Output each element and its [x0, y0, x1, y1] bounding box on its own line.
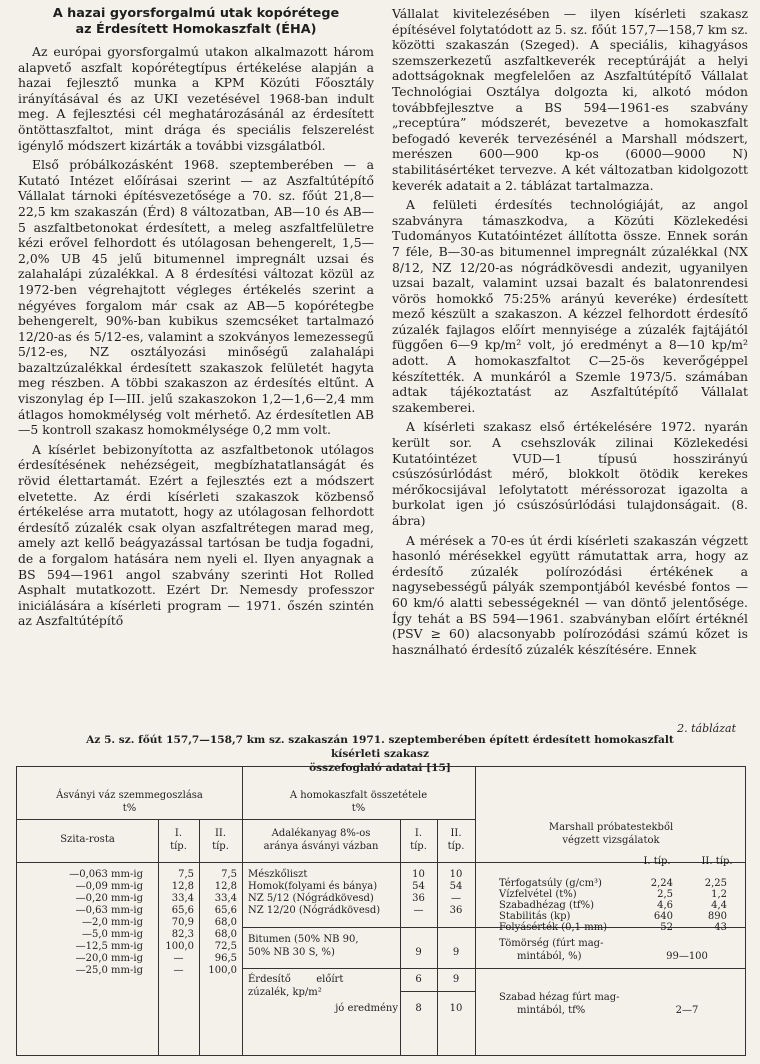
- table-row: NZ 12/20 (Nógrádkövesd) — 36: [248, 905, 463, 916]
- right-column: [392, 6, 748, 661]
- paragraph: A felületi érdesítés technológiáját, az angol szabványra támaszkodva, a Közúti Közlekedési Tudományos Kutatóintézet állította össze. Ennek során 7 féle, B—30-as bitumennel impregnált zúzalékkal (NX 8/12, NZ 12/20-as nógrádkövesdi andezit, ugyanilyen uzsai bazalt, valamint uzsai bazalt és balatonrendesi vörös homokkő 75:25% arányú keveréke) érdesített mező készült a szakaszon. A kézzel felhordott érdesítő zúzalék fajlagos előírt mennyisége a zúzalék fajtájától függően 6—9 kp/m² volt, jó eredményt a 8—10 kp/m² adott. A homokaszfaltot C—25-ös keverőgéppel készítették. A munkáról a Szemle 1973/5. számában adtak tájékoztatást az Aszfaltútépítő Vállalat szakemberei.: [392, 197, 748, 415]
- chip-good-type2: 10: [449, 1003, 463, 1014]
- paragraph: A kísérleti szakasz első értékelésére 1972. nyarán került sor. A csehszlovák zilinai Közlekedési Kutatóintézet VUD—1 típusú hosszirányú csúszósúrlódást mérő, blokkolt ötödik kerekes mérőkocsijával lefolytatott méréssorozat igazolta a burkolat igen jó csúszósúrlódási tulajdonságait. (8. ábra): [392, 419, 748, 528]
- table-caption-line2: összefoglaló adatai [15]: [309, 762, 451, 774]
- chip-label: Érdesítő előírt zúzalék, kp/m² jó eredmény: [248, 974, 398, 1014]
- marshall-rows: [475, 877, 747, 932]
- table-row: Mészkőliszt 10 10: [248, 869, 463, 880]
- table-divider: [400, 991, 475, 992]
- paragraph: Vállalat kivitelezésében — ilyen kísérleti szakasz építésével folytatódott az 5. sz. főút 157,7—158,7 km sz. közötti szakaszán (Szeged). A speciális, kihagyásos szemszerkezetű aszfaltkeverék receptúráját a helyi adottságoknak megfelelően az Aszfaltútépítő Vállalat Technológiai Osztálya dolgozta ki, alkotó módon továbbfejlesztve a BS 594—1961-es szabvány „receptúra” módszerét, bevezetve a homokaszfalt befogadó keverék tervezésénél a Marshall módszert, merészen 600—900 kp-os (6000—9000 N) stabilitásértéket tervezve. A két változatban kidolgozott keverék adatait a 2. táblázat tartalmazza.: [392, 6, 748, 193]
- article-title-line1: A hazai gyorsforgalmú utak kopórétege: [52, 6, 340, 21]
- table-row: —0,63 mm-ig 65,6 65,6: [75, 905, 237, 916]
- article-title: [18, 6, 374, 38]
- compaction-value: 99—100: [666, 951, 708, 962]
- bitumen-label: Bitumen (50% NB 90, 50% NB 30 S, %): [248, 934, 359, 958]
- table-row: —25,0 mm-ig — 100,0: [75, 965, 237, 976]
- table-row: Homok(folyami és bánya) 54 54: [248, 881, 463, 892]
- paragraph: Az európai gyorsforgalmú utakon alkalmazott három alapvető aszfalt kopórétegtípus értékelése alapján a hazai fejlesztő munka a KPM Közúti Főosztály irányításával és az UKI vezetésével 1968-ban indult meg. A fejlesztési cél meghatározásánál az érdesített öntöttaszfaltot, mint drága és speciális felszerelést igénylő módszert kizárták a további vizsgálatból.: [18, 44, 374, 153]
- paragraph: A kísérlet bebizonyította az aszfaltbetonok utólagos érdesítésének nehézségeit, megbízhatatlanságát és rövid élettartamát. Ezért a fejlesztés ezt a módszert elvetette. Az érdi kísérleti szakaszok közbenső értékelése arra mutatott, hogy az utólagosan felhordott érdesítő zúzalék csak olyan aszfaltrétegen marad meg, amely azt kellő beágyazással tartósan be tudja fogadni, de a forgalom hatására nem nyeli el. Ilyen anyagnak a BS 594—1961 angol szabvány szerinti Hot Rolled Asphalt mutatkozott. Ezért Dr. Nemesdy professzor iniciálására a kísérleti program — 1971. őszén szintén az Aszfaltútépítő: [18, 441, 374, 629]
- column-header-type2: II. típ.: [701, 856, 733, 867]
- column-header-aggregate: Adalékanyag 8%-os aránya ásványi vázban: [263, 828, 379, 852]
- table-divider: [400, 819, 401, 1055]
- table-divider: [437, 819, 438, 1055]
- table-row: Folyásérték (0,1 mm) 52 43: [499, 922, 727, 933]
- table-divider: [475, 968, 745, 969]
- sieve-rows: [17, 868, 242, 976]
- paragraph: A mérések a 70-es út érdi kísérleti szakaszán végzett hasonló mérésekkel együtt rámutattak arra, hogy az érdesítő zúzalék polírozódási értékének a nagysebességű pályák szempontjából kevésbé fontos — 60 km/ó alatti sebességeknél — van döntő jelentősége. Így tehát a BS 594—1961. szabványban előírt értéknél (PSV ≥ 60) alacsonyabb polírozódási számú kőzet is használható érdesítő zúzalék készítésére. Ennek: [392, 532, 748, 657]
- article-title-line2: az Érdesített Homokaszfalt (ÉHA): [75, 22, 317, 37]
- bitumen-type1: 9: [415, 947, 422, 958]
- mix-rows: [242, 868, 475, 916]
- table-row: —5,0 mm-ig 82,3 68,0: [81, 929, 237, 940]
- bitumen-type2: 9: [452, 947, 460, 958]
- table-row: Térfogatsúly (g/cm³) 2,24 2,25: [499, 878, 727, 889]
- left-column: [18, 6, 374, 633]
- table-row: —0,20 mm-ig 33,4 33,4: [75, 893, 237, 904]
- column-header-type1: I. típ.: [643, 856, 671, 867]
- table-label: 2. táblázat: [677, 722, 736, 735]
- table-row: —20,0 mm-ig — 96,5: [75, 953, 237, 964]
- compaction-label: Tömörség (fúrt mag- mintából, %): [499, 938, 604, 962]
- void-value: 2—7: [675, 1005, 699, 1016]
- chip-good-type1: 8: [415, 1003, 422, 1014]
- table-divider: [242, 927, 475, 928]
- chip-prescribed-type2: 9: [452, 974, 460, 985]
- table-divider: [242, 968, 475, 969]
- table-row: —12,5 mm-ig 100,0 72,5: [75, 941, 237, 952]
- section-header-marshall: Marshall próbatestekből végzett vizsgálatok: [548, 822, 674, 846]
- void-label: Szabad hézag fúrt mag- mintából, tf%: [499, 992, 620, 1016]
- table-row: Stabilitás (kp) 640 890: [499, 911, 727, 922]
- table-caption-line1: Az 5. sz. főút 157,7—158,7 km sz. szakaszán 1971. szeptemberében épített érdesített homokaszfalt kísérleti szakasz: [86, 734, 674, 760]
- section-header-sieve: Ásványi váz szemmegoszlása t%: [56, 790, 203, 814]
- data-table: [16, 766, 746, 1056]
- column-header-type2: II. típ.: [447, 828, 465, 852]
- column-header-type1: I. típ.: [410, 828, 427, 852]
- table-divider: [17, 819, 475, 820]
- table-row: Szabadhézag (tf%) 4,6 4,4: [499, 900, 727, 911]
- paragraph: Első próbálkozásként 1968. szeptemberében — a Kutató Intézet előírásai szerint — az Aszfaltútépítő Vállalat tárnoki építésvezetősége a 70. sz. főút 21,8—22,5 km szakaszán (Érd) 8 változatban, AB—10 és AB—5 aszfaltbetonokat érdesített, a meleg aszfaltfelületre kézi erővel felhordott és utólagosan behengerelt, 1,5—2,0% UB 45 jelű bitumennel impregnált uzsai és zalahalápi zúzalékkal. A 8 érdesítési változat közül az 1972-ben végrehajtott végleges értékelés szerint a négyéves forgalom már csak az AB—5 kopórétegbe behengerelt, 90%-ban kubikus szemcséket tartalmazó 12/20-as és 5/12-es, valamint a szokványos lemezessegű 5/12-es, NZ osztályozási minőségű zalahalápi bazaltzúzalékkal érdesített szakaszok felületét hagyta meg részben. A többi szakaszon az érdesítés eltűnt. A viszonylag ép I—III. jelű szakaszokon 1,2—1,6—2,4 mm átlagos homokmélység volt mérhető. Az érdesítetlen AB—5 kontroll szakasz homokmélysége 0,2 mm volt.: [18, 157, 374, 438]
- section-header-mix: A homokaszfalt összetétele t%: [289, 790, 428, 814]
- column-header-type2: II. típ.: [212, 828, 229, 852]
- column-header-sieve: Szita-rosta: [60, 834, 115, 845]
- table-row: NZ 5/12 (Nógrádkövesd) 36 —: [248, 893, 461, 904]
- column-header-type1: I. típ.: [170, 828, 187, 852]
- chip-prescribed-type1: 6: [415, 974, 422, 985]
- table-row: Vízfelvétel (t%) 2,5 1,2: [499, 889, 727, 900]
- table-row: —2,0 mm-ig 70,9 68,0: [81, 917, 237, 928]
- table-row: —0,09 mm-ig 12,8 12,8: [75, 881, 237, 892]
- table-row: —0,063 mm-ig 7,5 7,5: [69, 869, 237, 880]
